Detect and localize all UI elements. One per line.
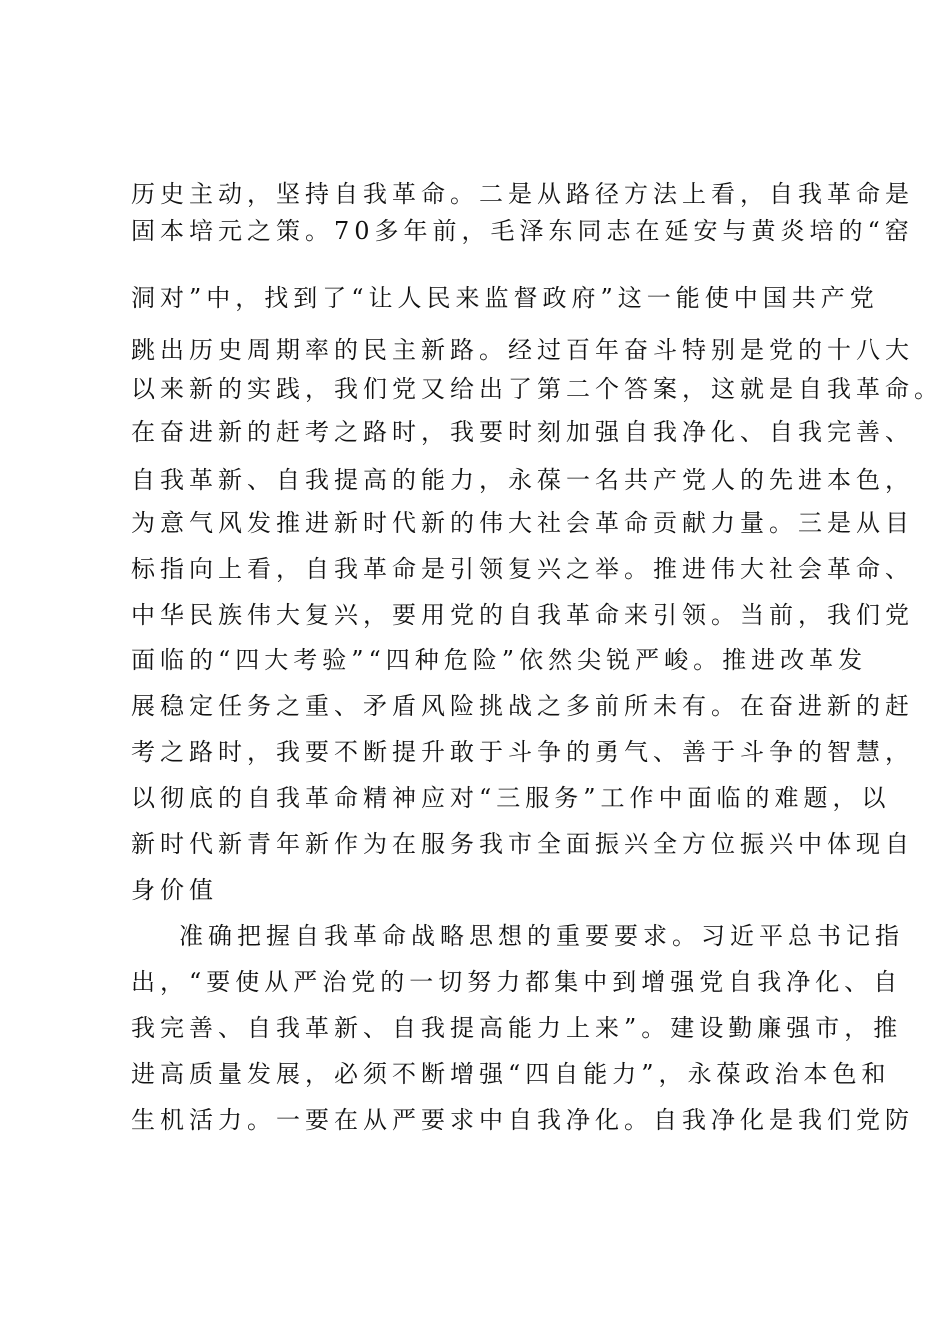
text-line: 标指向上看，自我革命是引领复兴之举。推进伟大社会革命、 (131, 555, 914, 583)
text-line: 面临的“四大考验”“四种危险”依然尖锐严峻。推进改革发 (131, 646, 868, 674)
text-line: 跳出历史周期率的民主新路。经过百年奋斗特别是党的十八大 (131, 336, 914, 364)
text-line: 洞对”中，找到了“让人民来监督政府”这一能使中国共产党 (131, 284, 879, 312)
text-line: 我完善、自我革新、自我提高能力上来”。建设勤廉强市，推 (131, 1014, 903, 1042)
text-line: 历史主动，坚持自我革命。二是从路径方法上看，自我革命是 (131, 180, 914, 208)
text-line: 生机活力。一要在从严要求中自我净化。自我净化是我们党防 (131, 1106, 914, 1134)
text-line: 固本培元之策。70多年前，毛泽东同志在延安与黄炎培的“窑 (131, 217, 914, 245)
text-line: 以彻底的自我革命精神应对“三服务”工作中面临的难题，以 (131, 784, 891, 812)
text-line: 身价值 (131, 876, 218, 904)
text-line: 中华民族伟大复兴，要用党的自我革命来引领。当前，我们党 (131, 601, 914, 629)
paragraph-first-line: 准确把握自我革命战略思想的重要要求。习近平总书记指 (179, 922, 904, 950)
text-line: 进高质量发展，必须不断增强“四自能力”，永葆政治本色和 (131, 1060, 891, 1088)
text-line: 出，“要使从严治党的一切努力都集中到增强党自我净化、自 (131, 968, 903, 996)
text-line: 展稳定任务之重、矛盾风险挑战之多前所未有。在奋进新的赶 (131, 692, 914, 720)
text-line: 新时代新青年新作为在服务我市全面振兴全方位振兴中体现自 (131, 830, 914, 858)
text-line: 考之路时，我要不断提升敢于斗争的勇气、善于斗争的智慧， (131, 738, 914, 766)
text-line: 在奋进新的赶考之路时，我要时刻加强自我净化、自我完善、 (131, 418, 914, 446)
text-line: 为意气风发推进新时代新的伟大社会革命贡献力量。三是从目 (131, 509, 914, 537)
text-line: 自我革新、自我提高的能力，永葆一名共产党人的先进本色， (131, 466, 914, 494)
text-line: 以来新的实践，我们党又给出了第二个答案，这就是自我革命。 (131, 375, 943, 403)
